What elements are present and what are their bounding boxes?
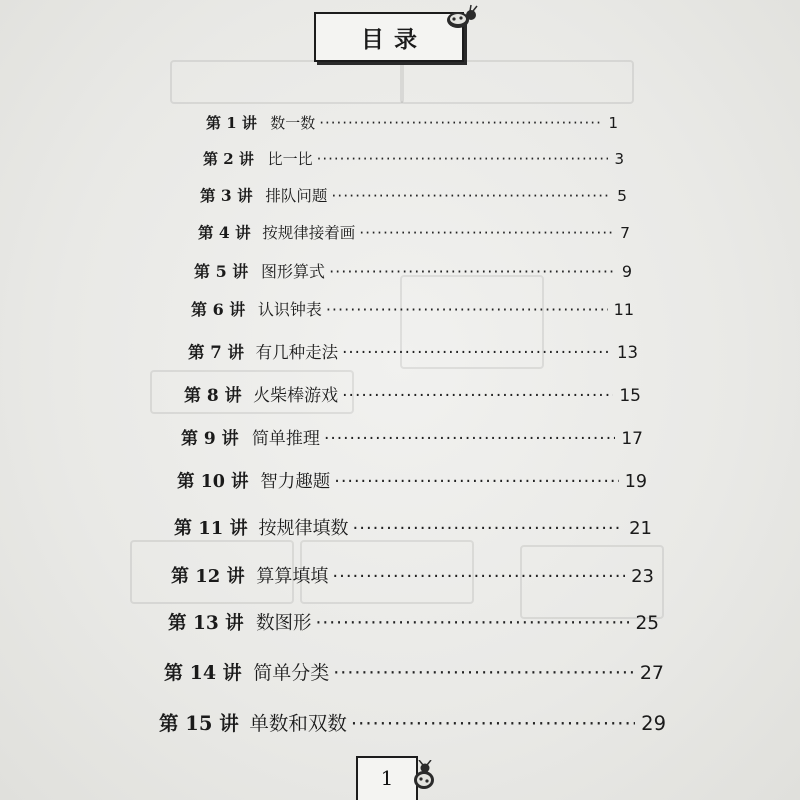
lecture-title: 有几种走法 xyxy=(255,343,339,362)
lecture-title: 智力趣题 xyxy=(260,472,331,492)
page-number: 27 xyxy=(639,662,664,684)
page-number: 3 xyxy=(614,150,624,168)
lecture-number: 第 4 讲 xyxy=(198,223,251,242)
page-number: 15 xyxy=(619,386,641,406)
lecture-number: 第 12 讲 xyxy=(171,566,245,587)
toc-entry xyxy=(194,259,632,282)
lecture-number: 第 11 讲 xyxy=(174,518,248,539)
lecture-title: 单数和双数 xyxy=(249,712,347,735)
page-number: 1 xyxy=(608,114,618,132)
footer-page-number: 1 xyxy=(380,766,394,790)
dot-leader xyxy=(329,262,616,281)
toc-entry xyxy=(203,148,624,169)
lecture-number: 第 14 讲 xyxy=(164,662,242,684)
lecture-title: 简单推理 xyxy=(251,429,320,449)
toc-entry xyxy=(200,184,627,206)
lecture-title: 图形算式 xyxy=(261,262,326,281)
lecture-number: 第 5 讲 xyxy=(194,262,249,281)
dot-leader xyxy=(316,613,630,634)
dot-leader xyxy=(326,300,608,319)
lecture-number: 第 1 讲 xyxy=(206,114,257,132)
lecture-title: 按规律接着画 xyxy=(262,224,356,242)
toc-entry xyxy=(168,609,659,635)
lecture-number: 第 10 讲 xyxy=(177,472,249,492)
lecture-number: 第 2 讲 xyxy=(203,150,254,168)
lecture-title: 简单分类 xyxy=(253,662,330,684)
dot-leader xyxy=(332,566,625,587)
toc-entry xyxy=(171,562,654,588)
toc-entry xyxy=(191,297,634,320)
lecture-number: 第 13 讲 xyxy=(168,613,244,634)
page-number: 7 xyxy=(620,224,630,242)
page-number: 29 xyxy=(641,712,666,735)
toc-entry xyxy=(174,514,652,540)
ladybug-icon xyxy=(408,760,442,794)
lecture-number: 第 15 讲 xyxy=(159,712,239,735)
dot-leader xyxy=(342,343,611,362)
toc-entry xyxy=(164,658,664,685)
dot-leader xyxy=(333,662,634,684)
lecture-title: 算算填填 xyxy=(256,566,329,587)
dot-leader xyxy=(317,150,609,168)
lecture-title: 数一数 xyxy=(270,114,316,132)
page-number: 17 xyxy=(621,429,643,449)
page-number: 23 xyxy=(631,566,654,587)
lecture-title: 比一比 xyxy=(267,150,313,168)
dot-leader xyxy=(353,518,624,539)
toc-entry xyxy=(188,339,638,363)
page-number: 25 xyxy=(635,613,659,634)
toc-entry xyxy=(198,221,630,243)
dot-leader xyxy=(334,472,618,492)
lecture-title: 排队问题 xyxy=(265,187,328,205)
dot-leader xyxy=(324,429,615,449)
toc-entry xyxy=(177,468,647,493)
lecture-number: 第 8 讲 xyxy=(184,386,242,406)
page-number: 5 xyxy=(617,187,627,205)
page-number: 11 xyxy=(613,300,634,319)
lecture-number: 第 7 讲 xyxy=(188,343,244,362)
lecture-number: 第 6 讲 xyxy=(191,300,246,319)
dot-leader xyxy=(342,386,613,406)
page-number: 21 xyxy=(629,518,652,539)
lecture-title: 火柴棒游戏 xyxy=(253,386,339,406)
toc-entry xyxy=(206,112,618,133)
dot-leader xyxy=(351,712,635,735)
lecture-title: 按规律填数 xyxy=(258,518,349,539)
page-number: 9 xyxy=(621,262,632,281)
page-number: 19 xyxy=(624,472,647,492)
page-number: 13 xyxy=(617,343,638,362)
lecture-title: 数图形 xyxy=(256,613,312,634)
dot-leader xyxy=(359,224,614,242)
toc-entry xyxy=(181,424,643,449)
lecture-number: 第 3 讲 xyxy=(200,186,253,205)
toc-entry xyxy=(159,708,666,736)
lecture-title: 认识钟表 xyxy=(257,300,322,319)
page-title: 目录 xyxy=(361,26,427,53)
lecture-number: 第 9 讲 xyxy=(181,429,239,449)
toc-entry xyxy=(184,381,641,406)
dot-leader xyxy=(319,114,602,132)
dot-leader xyxy=(331,187,611,205)
